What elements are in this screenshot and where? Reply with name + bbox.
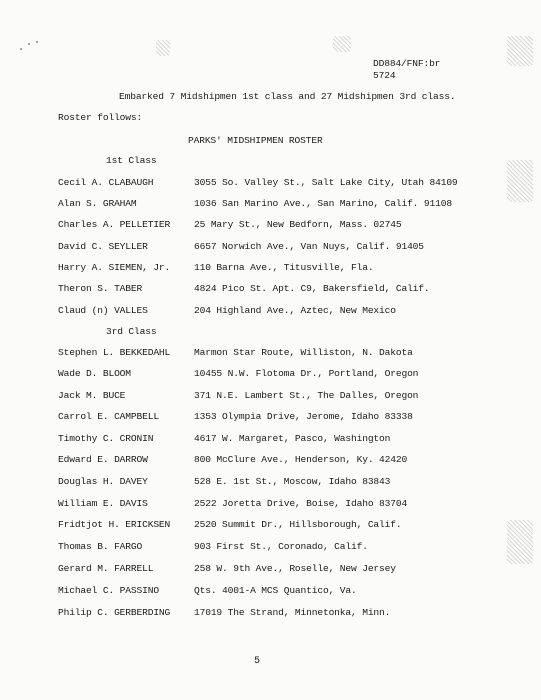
midshipman-address: Qts. 4001-A MCS Quantico, Va.: [194, 585, 357, 596]
midshipman-address: 258 W. 9th Ave., Roselle, New Jersey: [194, 563, 396, 574]
midshipman-name: Cecil A. CLABAUGH: [58, 177, 154, 188]
scan-smudge: [507, 160, 533, 202]
midshipman-name: Jack M. BUCE: [58, 390, 126, 401]
midshipman-name: Claud (n) VALLES: [58, 305, 148, 316]
scan-dot: [36, 41, 38, 43]
midshipman-address: 4824 Pico St. Apt. C9, Bakersfield, Calif.: [194, 283, 430, 294]
midshipman-name: Carrol E. CAMPBELL: [58, 411, 159, 422]
scan-smudge: [507, 36, 533, 66]
scan-smudge: [156, 40, 170, 56]
scan-smudge: [333, 36, 351, 52]
midshipman-name: Theron S. TABER: [58, 283, 143, 294]
roster-follows-text: Roster follows:: [58, 112, 143, 123]
midshipman-name: Charles A. PELLETIER: [58, 219, 171, 230]
midshipman-name: Philip C. GERBERDING: [58, 607, 171, 618]
midshipman-address: 800 McClure Ave., Henderson, Ky. 42420: [194, 454, 408, 465]
midshipman-name: Stephen L. BEKKEDAHL: [58, 347, 171, 358]
midshipman-address: 2522 Joretta Drive, Boise, Idaho 83704: [194, 498, 408, 509]
midshipman-address: 1353 Olympia Drive, Jerome, Idaho 83338: [194, 411, 413, 422]
midshipman-address: 371 N.E. Lambert St., The Dalles, Oregon: [194, 390, 419, 401]
midshipman-name: Thomas B. FARGO: [58, 541, 143, 552]
scan-smudge: [507, 520, 533, 564]
midshipman-name: Harry A. SIEMEN, Jr.: [58, 262, 171, 273]
midshipman-address: 3055 So. Valley St., Salt Lake City, Utah 84109: [194, 177, 458, 188]
midshipman-address: 2520 Summit Dr., Hillsborough, Calif.: [194, 519, 402, 530]
midshipman-address: 10455 N.W. Flotoma Dr., Portland, Oregon: [194, 368, 419, 379]
roster-title: PARKS' MIDSHIPMEN ROSTER: [188, 135, 323, 146]
midshipman-name: William E. DAVIS: [58, 498, 148, 509]
midshipman-address: 6657 Norwich Ave., Van Nuys, Calif. 91405: [194, 241, 424, 252]
midshipman-name: Fridtjot H. ERICKSEN: [58, 519, 171, 530]
midshipman-address: Marmon Star Route, Williston, N. Dakota: [194, 347, 413, 358]
scan-dot: [28, 43, 30, 45]
midshipman-name: Gerard M. FARRELL: [58, 563, 154, 574]
midshipman-name: Michael C. PASSINO: [58, 585, 159, 596]
midshipman-address: 1036 San Marino Ave., San Marino, Calif. 91108: [194, 198, 452, 209]
midshipman-address: 528 E. 1st St., Moscow, Idaho 83843: [194, 476, 391, 487]
scan-dot: [20, 48, 22, 50]
intro-sentence: Embarked 7 Midshipmen 1st class and 27 Midshipmen 3rd class.: [119, 91, 456, 102]
midshipman-address: 204 Highland Ave., Aztec, New Mexico: [194, 305, 396, 316]
midshipman-name: Edward E. DARROW: [58, 454, 148, 465]
reference-number: 5724: [373, 70, 396, 81]
third-class-heading: 3rd Class: [106, 326, 157, 337]
page-number: 5: [254, 656, 260, 667]
reference-code: DD884/FNF:br: [373, 58, 441, 69]
midshipman-address: 17019 The Strand, Minnetonka, Minn.: [194, 607, 391, 618]
midshipman-address: 25 Mary St., New Bedforn, Mass. 02745: [194, 219, 402, 230]
midshipman-name: Wade D. BLOOM: [58, 368, 131, 379]
midshipman-name: Alan S. GRAHAM: [58, 198, 137, 209]
midshipman-name: David C. SEYLLER: [58, 241, 148, 252]
midshipman-address: 4617 W. Margaret, Pasco, Washington: [194, 433, 391, 444]
first-class-heading: 1st Class: [106, 155, 157, 166]
midshipman-address: 110 Barna Ave., Titusville, Fla.: [194, 262, 374, 273]
midshipman-name: Douglas H. DAVEY: [58, 476, 148, 487]
midshipman-name: Timothy C. CRONIN: [58, 433, 154, 444]
midshipman-address: 903 First St., Coronado, Calif.: [194, 541, 368, 552]
